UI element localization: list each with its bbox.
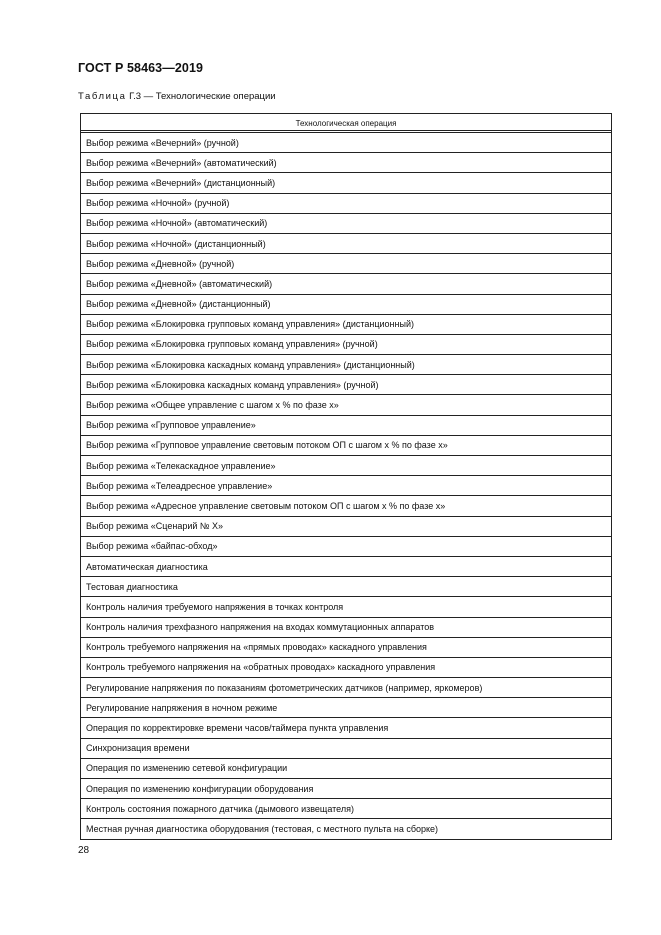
table-row [81, 678, 612, 698]
operation-cell: Выбор режима «Ночной» (дистанционный) [81, 233, 612, 253]
operation-cell: Операция по корректировке времени часов/таймера пункта управления [81, 718, 612, 738]
operation-cell: Тестовая диагностика [81, 577, 612, 597]
table-row [81, 254, 612, 274]
table-row [81, 536, 612, 556]
operations-table-body [81, 133, 612, 840]
table-row [81, 375, 612, 395]
table-row [81, 738, 612, 758]
operation-cell: Операция по изменению конфигурации оборудования [81, 779, 612, 799]
table-row [81, 819, 612, 839]
operation-cell: Выбор режима «Блокировка групповых команд управления» (ручной) [81, 334, 612, 354]
table-row [81, 718, 612, 738]
table-row [81, 799, 612, 819]
table-row [81, 355, 612, 375]
operation-cell: Выбор режима «Вечерний» (автоматический) [81, 153, 612, 173]
table-row [81, 617, 612, 637]
table-row [81, 294, 612, 314]
operation-cell: Выбор режима «Ночной» (ручной) [81, 193, 612, 213]
operation-cell: Выбор режима «Адресное управление световым потоком ОП с шагом х % по фазе х» [81, 496, 612, 516]
column-header-label: Технологическая операция [295, 118, 397, 128]
operation-cell: Контроль наличия требуемого напряжения в точках контроля [81, 597, 612, 617]
table-row [81, 657, 612, 677]
table-row [81, 698, 612, 718]
operation-cell: Выбор режима «Вечерний» (ручной) [81, 133, 612, 153]
table-caption-title: Г.3 — Технологические операции [126, 91, 276, 102]
table-row [81, 133, 612, 153]
operation-cell: Регулирование напряжения по показаниям фотометрических датчиков (например, яркомеров) [81, 678, 612, 698]
table-row [81, 435, 612, 455]
table-row [81, 556, 612, 576]
operation-cell: Синхронизация времени [81, 738, 612, 758]
operation-cell: Регулирование напряжения в ночном режиме [81, 698, 612, 718]
table-row [81, 516, 612, 536]
operation-cell: Выбор режима «Дневной» (дистанционный) [81, 294, 612, 314]
operation-cell: Операция по изменению сетевой конфигурации [81, 758, 612, 778]
table-caption [78, 91, 276, 102]
operation-cell: Выбор режима «Сценарий № Х» [81, 516, 612, 536]
column-header [81, 114, 612, 133]
table-row [81, 758, 612, 778]
table-row [81, 233, 612, 253]
table-row [81, 213, 612, 233]
table-row [81, 334, 612, 354]
operation-cell: Контроль наличия трехфазного напряжения на входах коммутационных аппаратов [81, 617, 612, 637]
operation-cell: Выбор режима «Вечерний» (дистанционный) [81, 173, 612, 193]
page-number: 28 [78, 845, 90, 856]
operation-cell: Контроль состояния пожарного датчика (дымового извещателя) [81, 799, 612, 819]
document-header: ГОСТ Р 58463—2019 [78, 61, 204, 75]
operation-cell: Контроль требуемого напряжения на «прямых проводах» каскадного управления [81, 637, 612, 657]
table-row [81, 193, 612, 213]
table-row [81, 597, 612, 617]
operation-cell: Выбор режима «Общее управление с шагом х % по фазе х» [81, 395, 612, 415]
operations-table [80, 113, 612, 840]
table-row [81, 314, 612, 334]
table-row [81, 637, 612, 657]
table-row [81, 476, 612, 496]
operation-cell: Выбор режима «Блокировка каскадных команд управления» (дистанционный) [81, 355, 612, 375]
header-double-rule [81, 130, 611, 131]
table-row [81, 153, 612, 173]
operation-cell: Выбор режима «Блокировка каскадных команд управления» (ручной) [81, 375, 612, 395]
table-header-row [81, 114, 612, 133]
operation-cell: Автоматическая диагностика [81, 556, 612, 576]
operation-cell: Выбор режима «Групповое управление» [81, 415, 612, 435]
operation-cell: Контроль требуемого напряжения на «обратных проводах» каскадного управления [81, 657, 612, 677]
table-caption-prefix: Таблица [78, 91, 127, 102]
table-row [81, 395, 612, 415]
operation-cell: Выбор режима «Групповое управление световым потоком ОП с шагом х % по фазе х» [81, 435, 612, 455]
table-row [81, 496, 612, 516]
operation-cell: Выбор режима «Телекаскадное управление» [81, 456, 612, 476]
table-row [81, 779, 612, 799]
operation-cell: Выбор режима «Телеадресное управление» [81, 476, 612, 496]
operation-cell: Выбор режима «Дневной» (ручной) [81, 254, 612, 274]
table-row [81, 173, 612, 193]
operation-cell: Выбор режима «Блокировка групповых команд управления» (дистанционный) [81, 314, 612, 334]
operation-cell: Местная ручная диагностика оборудования (тестовая, с местного пульта на сборке) [81, 819, 612, 839]
table-row [81, 415, 612, 435]
operation-cell: Выбор режима «Дневной» (автоматический) [81, 274, 612, 294]
table-row [81, 274, 612, 294]
table-row [81, 577, 612, 597]
operation-cell: Выбор режима «Ночной» (автоматический) [81, 213, 612, 233]
operation-cell: Выбор режима «байпас-обход» [81, 536, 612, 556]
table-row [81, 456, 612, 476]
